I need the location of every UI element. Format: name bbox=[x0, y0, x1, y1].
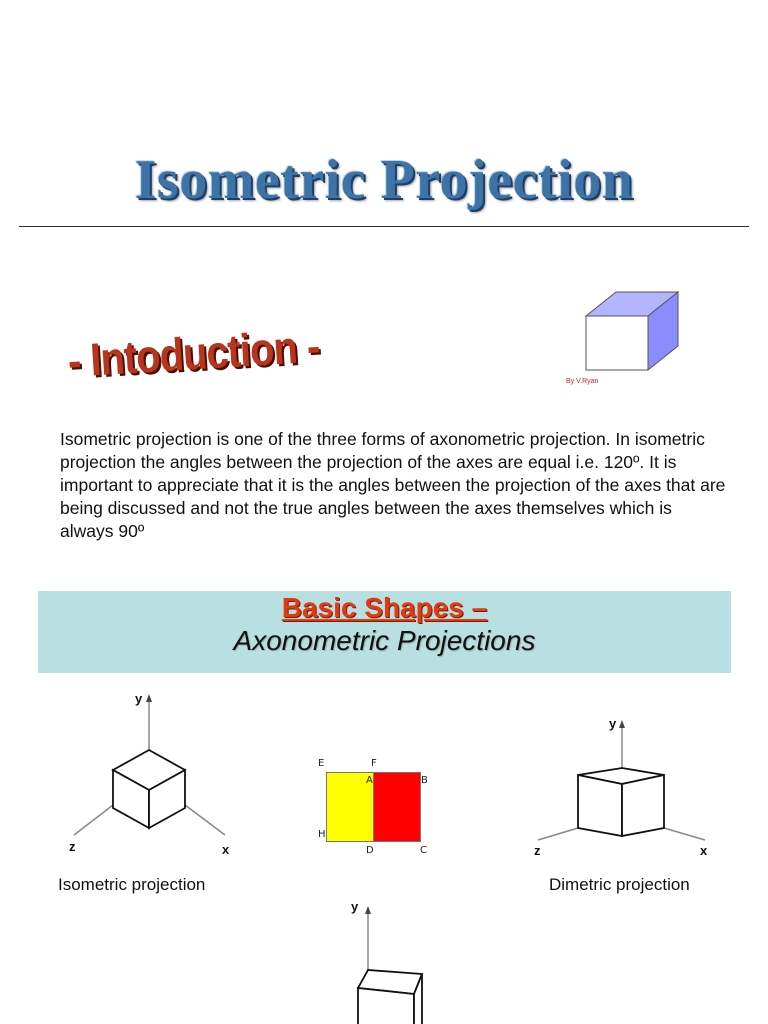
trimetric-cube-figure bbox=[340, 900, 450, 1024]
x-axis-line bbox=[664, 828, 705, 840]
dim-axis-z-label: z bbox=[534, 843, 541, 858]
dimetric-cube-figure bbox=[530, 712, 720, 862]
introduction-heading: - Intoduction - bbox=[66, 321, 321, 388]
label-d: D bbox=[366, 845, 374, 856]
label-h: H bbox=[318, 829, 326, 840]
label-f: F bbox=[371, 758, 377, 769]
iso-axis-x-label: x bbox=[222, 842, 230, 857]
dimetric-caption: Dimetric projection bbox=[549, 875, 690, 894]
y-axis-arrow bbox=[365, 906, 371, 914]
y-axis-arrow bbox=[146, 694, 152, 702]
tri-axis-y-label: y bbox=[351, 899, 359, 914]
red-face-rect bbox=[373, 772, 421, 842]
dim-axis-x-label: x bbox=[700, 843, 708, 858]
label-e: E bbox=[318, 758, 325, 769]
dim-cube-right bbox=[622, 775, 664, 836]
tri-cube-front bbox=[358, 988, 414, 1024]
x-axis-line bbox=[185, 805, 225, 835]
banner-subtitle: Axonometric Projections bbox=[233, 625, 536, 656]
dim-axis-y-label: y bbox=[609, 716, 617, 731]
dim-cube-left bbox=[578, 775, 622, 836]
label-a: A bbox=[366, 775, 373, 786]
iso-axis-y-label: y bbox=[135, 691, 143, 706]
iso-axis-z-label: z bbox=[69, 839, 76, 854]
section-banner bbox=[38, 591, 731, 673]
isometric-caption: Isometric projection bbox=[58, 875, 206, 894]
cube-front-face bbox=[586, 316, 648, 370]
author-credit: By V.Ryan bbox=[566, 378, 599, 385]
y-axis-arrow bbox=[619, 720, 625, 728]
label-c: C bbox=[420, 845, 427, 856]
isometric-cube-figure bbox=[60, 690, 250, 860]
intro-paragraph: Isometric projection is one of the three forms of axonometric projection. In isometric projection the angles between the projection of the axes are equal i.e. 120º. It is important to appreciate that it is the angles between the projection of the axes that are being discussed and not the true angles between the axes themselves which is always 90º bbox=[60, 429, 726, 541]
z-axis-line bbox=[538, 828, 578, 840]
banner-title: Basic Shapes – bbox=[281, 592, 488, 623]
label-b: B bbox=[421, 775, 428, 786]
title-divider bbox=[19, 226, 749, 227]
page-title: Isometric Projection bbox=[134, 149, 634, 211]
z-axis-line bbox=[74, 805, 113, 835]
blue-cube-illustration bbox=[580, 286, 684, 376]
